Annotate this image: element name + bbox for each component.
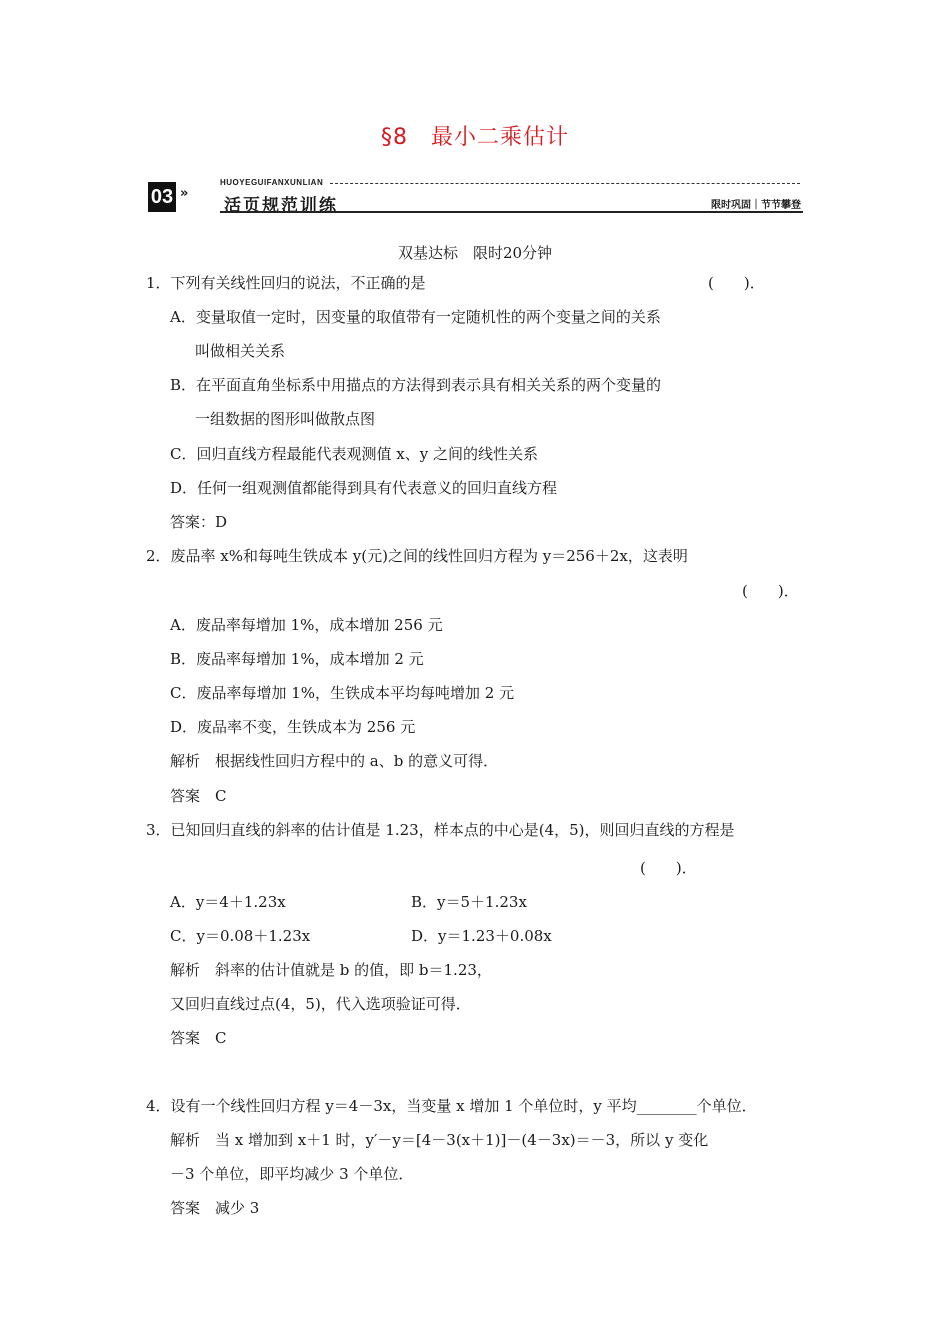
q4-stem: 4．设有一个线性回归方程 y＝4－3x，当变量 x 增加 1 个单位时，y 平均________个单位． [146,1097,757,1115]
q1-option-a-line2: 叫做相关关系 [195,342,286,360]
q1-option-b-line2: 一组数据的图形叫做散点图 [195,410,376,428]
q4-analysis-line2: －3 个单位，即平均减少 3 个单位． [170,1165,414,1183]
q3-paren: ( )． [640,859,697,877]
q1-stem: 1．下列有关线性回归的说法，不正确的是 [146,274,426,292]
banner-number: 03 [148,182,176,212]
banner-motto: 限时巩固｜节节攀登 [711,200,801,211]
q3-option-d: D．y＝1.23＋0.08x [411,927,552,945]
q2-option-a: A．废品率每增加 1%，成本增加 256 元 [170,616,443,634]
q1-option-c: C．回归直线方程最能代表观测值 x、y 之间的线性关系 [170,445,538,463]
q3-option-b: B．y＝5＋1.23x [411,893,527,911]
banner-dashed-rule [330,183,800,184]
q2-option-b: B．废品率每增加 1%，成本增加 2 元 [170,650,424,668]
q3-option-c: C．y＝0.08＋1.23x [170,927,311,945]
q2-stem: 2．废品率 x%和每吨生铁成本 y(元)之间的线性回归方程为 y＝256＋2x，这表明 [146,547,688,565]
section-header: 双基达标 限时20分钟 [397,244,553,262]
banner-name: 活页规范训练 [224,196,338,216]
q2-answer: 答案 C [170,787,227,805]
q2-analysis: 解析 根据线性回归方程中的 a、b 的意义可得． [170,752,499,770]
page-title: §8 最小二乘估计 [381,125,569,150]
q1-paren: ( )． [708,274,765,292]
q1-option-a-line1: A．变量取值一定时，因变量的取值带有一定随机性的两个变量之间的关系 [170,308,661,326]
q3-answer: 答案 C [170,1029,227,1047]
q3-analysis-line2: 又回归直线过点(4，5)，代入选项验证可得． [170,995,471,1013]
q3-option-a: A．y＝4＋1.23x [170,893,286,911]
q1-option-b-line1: B．在平面直角坐标系中用描点的方法得到表示具有相关关系的两个变量的 [170,376,662,394]
q1-option-d: D．任何一组观测值都能得到具有代表意义的回归直线方程 [170,479,558,497]
q3-stem: 3．已知回归直线的斜率的估计值是 1.23，样本点的中心是(4，5)，则回归直线的方程是 [146,821,735,839]
q4-answer: 答案 减少 3 [170,1199,260,1217]
banner-rule [220,211,803,213]
q2-option-c: C．废品率每增加 1%，生铁成本平均每吨增加 2 元 [170,684,515,702]
q4-analysis-line1: 解析 当 x 增加到 x＋1 时，y′－y＝[4－3(x＋1)]－(4－3x)＝－3，所以 y 变化 [170,1131,709,1149]
q2-option-d: D．废品率不变，生铁成本为 256 元 [170,718,416,736]
q1-answer: 答案：D [170,513,228,531]
q2-paren: ( )． [742,582,799,600]
banner-pinyin: HUOYEGUIFANXUNLIAN [220,178,324,187]
q3-analysis-line1: 解析 斜率的估计值就是 b 的值，即 b＝1.23， [170,961,492,979]
section-banner [148,178,803,214]
chevron-icon: » [180,186,189,201]
